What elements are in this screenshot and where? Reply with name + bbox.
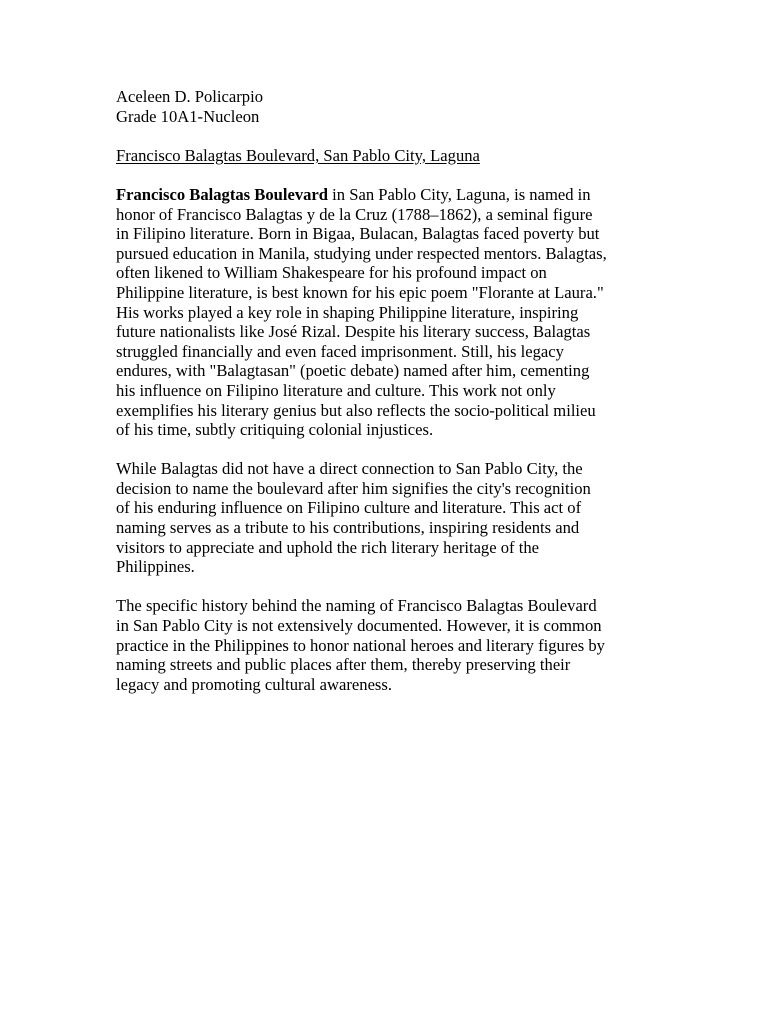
paragraph-line: The specific history behind the naming of Francisco Balagtas Boulevard [116, 596, 597, 616]
paragraph-line: practice in the Philippines to honor national heroes and literary figures by [116, 635, 605, 655]
spacer [116, 165, 656, 185]
paragraph-line: exemplifies his literary genius but also reflects the socio-political milieu [116, 400, 596, 420]
paragraph-1 [116, 185, 656, 440]
paragraph-line: of his time, subtly critiquing colonial injustices. [116, 420, 434, 440]
line-text: in San Pablo City, Laguna, is named in [328, 184, 591, 204]
paragraph-line: Philippines. [116, 557, 195, 577]
grade-section: Grade 10A1-Nucleon [116, 106, 260, 126]
paragraph-line: decision to name the boulevard after him signifies the city's recognition [116, 478, 591, 498]
paragraph-line: naming serves as a tribute to his contributions, inspiring residents and [116, 518, 580, 538]
paragraph-line: naming streets and public places after them, thereby preserving their [116, 655, 571, 675]
paragraph-line [116, 185, 656, 205]
paragraph-line: Philippine literature, is best known for his epic poem "Florante at Laura." [116, 282, 604, 302]
spacer [116, 126, 656, 146]
paragraph-2 [116, 459, 656, 577]
document-title: Francisco Balagtas Boulevard, San Pablo City, Laguna [116, 145, 480, 165]
paragraph-line: future nationalists like José Rizal. Despite his literary success, Balagtas [116, 322, 591, 342]
document-page [116, 87, 656, 694]
paragraph-line: in Filipino literature. Born in Bigaa, Bulacan, Balagtas faced poverty but [116, 224, 600, 244]
paragraph-line: struggled financially and even faced imprisonment. Still, his legacy [116, 341, 564, 361]
bold-lead: Francisco Balagtas Boulevard [116, 184, 329, 204]
paragraph-line: of his enduring influence on Filipino culture and literature. This act of [116, 498, 582, 518]
paragraph-line: honor of Francisco Balagtas y de la Cruz (1788–1862), a seminal figure [116, 204, 593, 224]
paragraph-line: legacy and promoting cultural awareness. [116, 674, 393, 694]
paragraph-3 [116, 596, 656, 694]
paragraph-line: his influence on Filipino literature and culture. This work not only [116, 380, 556, 400]
spacer [116, 577, 656, 597]
paragraph-line: pursued education in Manila, studying under respected mentors. Balagtas, [116, 243, 607, 263]
paragraph-line: in San Pablo City is not extensively documented. However, it is common [116, 616, 602, 636]
spacer [116, 440, 656, 460]
paragraph-line: often likened to William Shakespeare for his profound impact on [116, 263, 547, 283]
author-name: Aceleen D. Policarpio [116, 87, 263, 106]
paragraph-line: While Balagtas did not have a direct connection to San Pablo City, the [116, 459, 583, 479]
paragraph-line: visitors to appreciate and uphold the rich literary heritage of the [116, 537, 539, 557]
paragraph-line: endures, with "Balagtasan" (poetic debate) named after him, cementing [116, 361, 590, 381]
paragraph-line: His works played a key role in shaping Philippine literature, inspiring [116, 302, 579, 322]
